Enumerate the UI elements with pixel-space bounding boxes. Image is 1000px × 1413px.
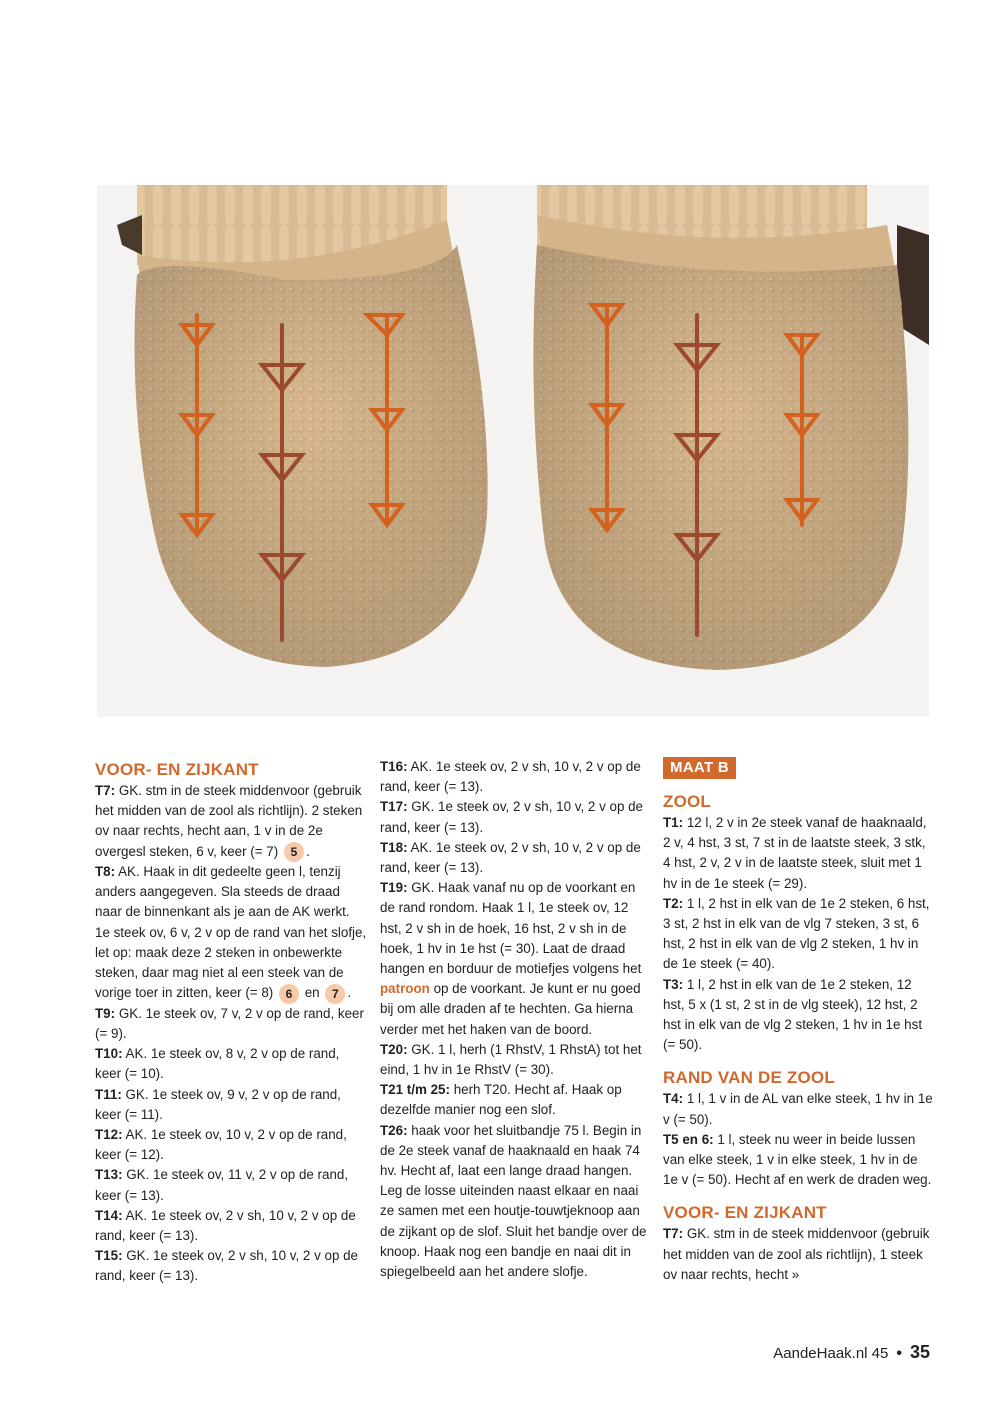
round-label: T4: — [663, 1091, 684, 1107]
instruction-list — [663, 813, 933, 1055]
round-text: GK. 1e steek ov, 2 v sh, 10 v, 2 v op de rand, keer (= 13). — [380, 799, 643, 835]
instruction-row — [95, 1044, 367, 1084]
joiner-text: en — [300, 985, 324, 1001]
round-label: T26: — [380, 1122, 408, 1138]
round-label: T7: — [663, 1226, 684, 1242]
booties-photo — [97, 185, 929, 717]
step-number-badge: 6 — [279, 984, 299, 1004]
round-label: T12: — [95, 1126, 123, 1142]
round-label: T15: — [95, 1248, 123, 1264]
instruction-row — [663, 1089, 933, 1129]
round-label: T7: — [95, 783, 116, 798]
instruction-row — [380, 797, 652, 837]
round-text: AK. Haak in dit gedeelte geen l, tenzij anders aangegeven. Sla steeds de draad naar de binnenkant als je aan de AK werkt. 1e steek ov, 6 v, 2 v op de rand van het slofje, let op: maak deze 2 steken in onbewerkte steken, daar mag niet al een steek van de vorige toer in zitten, keer (= 8) — [95, 864, 367, 1001]
round-label: T9: — [95, 1005, 116, 1021]
round-text: GK. 1e steek ov, 11 v, 2 v op de rand, keer (= 13). — [95, 1167, 349, 1203]
page-number: 35 — [909, 1342, 930, 1362]
round-text: GK. 1 l, herh (1 RhstV, 1 RhstA) tot het eind, 1 hv in 1e RhstV (= 30). — [380, 1041, 642, 1078]
round-text: 1 l, 2 hst in elk van de 1e 2 steken, 12 hst, 5 x (1 st, 2 st in de vlg steek), 12 hst, 2 hst in elk van de vlg 2 steken, 1 hv in 1e hst (= 50). — [663, 976, 923, 1053]
instruction-row — [380, 757, 652, 797]
instruction-row — [380, 838, 652, 878]
round-text: 1 l, steek nu weer in beide lussen van elke steek, 1 v in elke steek, 1 hv in de 1e v (= 50). Hecht af en werk de draden weg. — [663, 1131, 932, 1188]
round-text: GK. 1e steek ov, 7 v, 2 v op de rand, keer (= 9). — [95, 1005, 364, 1041]
instruction-row — [663, 813, 933, 894]
column-2 — [380, 757, 652, 1282]
round-text: AK. 1e steek ov, 10 v, 2 v op de rand, keer (= 12). — [95, 1126, 347, 1163]
column-3 — [663, 757, 933, 1285]
round-label: T10: — [95, 1046, 123, 1062]
round-text: GK. 1e steek ov, 2 v sh, 10 v, 2 v op de rand, keer (= 13). — [95, 1248, 358, 1284]
instruction-list — [95, 781, 367, 1287]
round-label: T8: — [95, 864, 116, 880]
footer-bullet: • — [896, 1345, 902, 1362]
round-text: AK. 1e steek ov, 2 v sh, 10 v, 2 v op de rand, keer (= 13). — [380, 759, 641, 795]
magazine-name: AandeHaak.nl 45 — [773, 1345, 889, 1362]
round-text: haak voor het sluitbandje 75 l. Begin in de 2e steek vanaf de haaknaald en haak 74 hv. Hecht af, laat een lange draad hangen. Leg de losse uiteinden naast elkaar en naai ze samen met een houtje-touwtjeknoop aan de zijkant op de slof. Sluit het bandje over de knoop. Haak nog een bandje en naai dit in spiegelbeeld aan het andere slofje. — [380, 1122, 647, 1280]
right-bootie — [533, 185, 929, 670]
round-text: AK. 1e steek ov, 8 v, 2 v op de rand, keer (= 10). — [95, 1046, 340, 1082]
section-heading-voor: VOOR- EN ZIJKANT — [663, 1203, 827, 1223]
round-label: T19: — [380, 880, 408, 896]
instruction-row — [380, 1040, 652, 1080]
instruction-row — [663, 975, 933, 1056]
round-text: AK. 1e steek ov, 2 v sh, 10 v, 2 v op de rand, keer (= 13). — [95, 1207, 356, 1243]
instruction-row — [95, 1246, 367, 1286]
end-text: . — [305, 843, 310, 859]
instruction-list — [663, 1224, 933, 1285]
round-text: GK. Haak vanaf nu op de voorkant en de rand rondom. Haak 1 l, 1e steek ov, 12 hst, 2 v sh in de hoek, 16 hst, 2 v sh in de hoek, 1 hv in 1e hst (= 30). Laat de draad hangen en borduur de motiefjes volgens het — [380, 880, 642, 977]
round-label: T1: — [663, 815, 684, 830]
end-text: » — [788, 1266, 800, 1282]
instruction-row — [95, 1085, 367, 1125]
instruction-row — [95, 1004, 367, 1044]
round-label: T21 t/m 25: — [380, 1082, 450, 1098]
round-label: T20: — [380, 1041, 408, 1057]
round-text: GK. 1e steek ov, 9 v, 2 v op de rand, keer (= 11). — [95, 1086, 341, 1122]
round-label: T14: — [95, 1207, 123, 1223]
step-number-badge: 7 — [325, 984, 345, 1004]
instruction-row — [95, 862, 367, 1004]
instruction-row — [380, 1121, 652, 1283]
instruction-row — [95, 1206, 367, 1246]
section-heading-rand: RAND VAN DE ZOOL — [663, 1068, 835, 1088]
section-heading: VOOR- EN ZIJKANT — [95, 760, 259, 779]
instruction-row — [663, 894, 933, 975]
round-text: herh T20. Hecht af. Haak op dezelfde manier nog een slof. — [380, 1082, 622, 1118]
instruction-list — [663, 1089, 933, 1190]
instruction-row — [380, 878, 652, 1040]
round-text: op de voorkant. Je kunt er nu goed bij om alle draden af te hechten. Ga hierna verder met het haken van de boord. — [380, 981, 641, 1037]
instruction-list — [380, 757, 652, 1282]
round-label: T5 en 6: — [663, 1131, 714, 1147]
round-label: T17: — [380, 799, 408, 815]
round-text: AK. 1e steek ov, 2 v sh, 10 v, 2 v op de rand, keer (= 13). — [380, 839, 641, 876]
instruction-row — [95, 1125, 367, 1165]
end-text: . — [347, 985, 352, 1001]
column-1 — [95, 757, 367, 1287]
instruction-row — [95, 781, 367, 862]
round-text: GK. stm in de steek middenvoor (gebruik het midden van de zool als richtlijn). 2 steken ov naar rechts, hecht aan, 1 v in de 2e overgesl steken, 6 v, keer (= 7) — [95, 783, 363, 859]
step-number-badge: 5 — [284, 842, 304, 862]
round-label: T18: — [380, 839, 408, 855]
section-heading-zool: ZOOL — [663, 792, 712, 811]
page-footer — [773, 1342, 930, 1363]
instruction-row — [663, 1224, 933, 1285]
round-text: GK. stm in de steek middenvoor (gebruik het midden van de zool als richtlijn), 1 steek ov naar rechts, hecht — [663, 1226, 930, 1282]
instruction-row — [380, 1080, 652, 1120]
instruction-row — [95, 1165, 367, 1205]
size-badge: MAAT B — [663, 757, 736, 779]
round-label: T2: — [663, 895, 684, 911]
instruction-row — [663, 1130, 933, 1191]
round-label: T16: — [380, 759, 408, 774]
round-text: 1 l, 2 hst in elk van de 1e 2 steken, 6 hst, 3 st, 2 hst in elk van de vlg 7 steken, 3 st, 6 hst, 2 hst in elk van de vlg 2 steken, 1 hv in de 1e steek (= 40). — [663, 895, 930, 972]
round-label: T3: — [663, 976, 684, 992]
round-label: T13: — [95, 1167, 123, 1183]
round-text: 1 l, 1 v in de AL van elke steek, 1 hv in 1e v (= 50). — [663, 1091, 933, 1127]
round-label: T11: — [95, 1086, 122, 1102]
round-text: 12 l, 2 v in 2e steek vanaf de haaknaald, 2 v, 4 hst, 3 st, 7 st in de laatste steek, 3 stk, 4 hst, 2 v, 2 v in de laatste steek, sluit met 1 hv in de 1e steek (= 29). — [663, 815, 927, 891]
pattern-link: patroon — [380, 981, 430, 997]
